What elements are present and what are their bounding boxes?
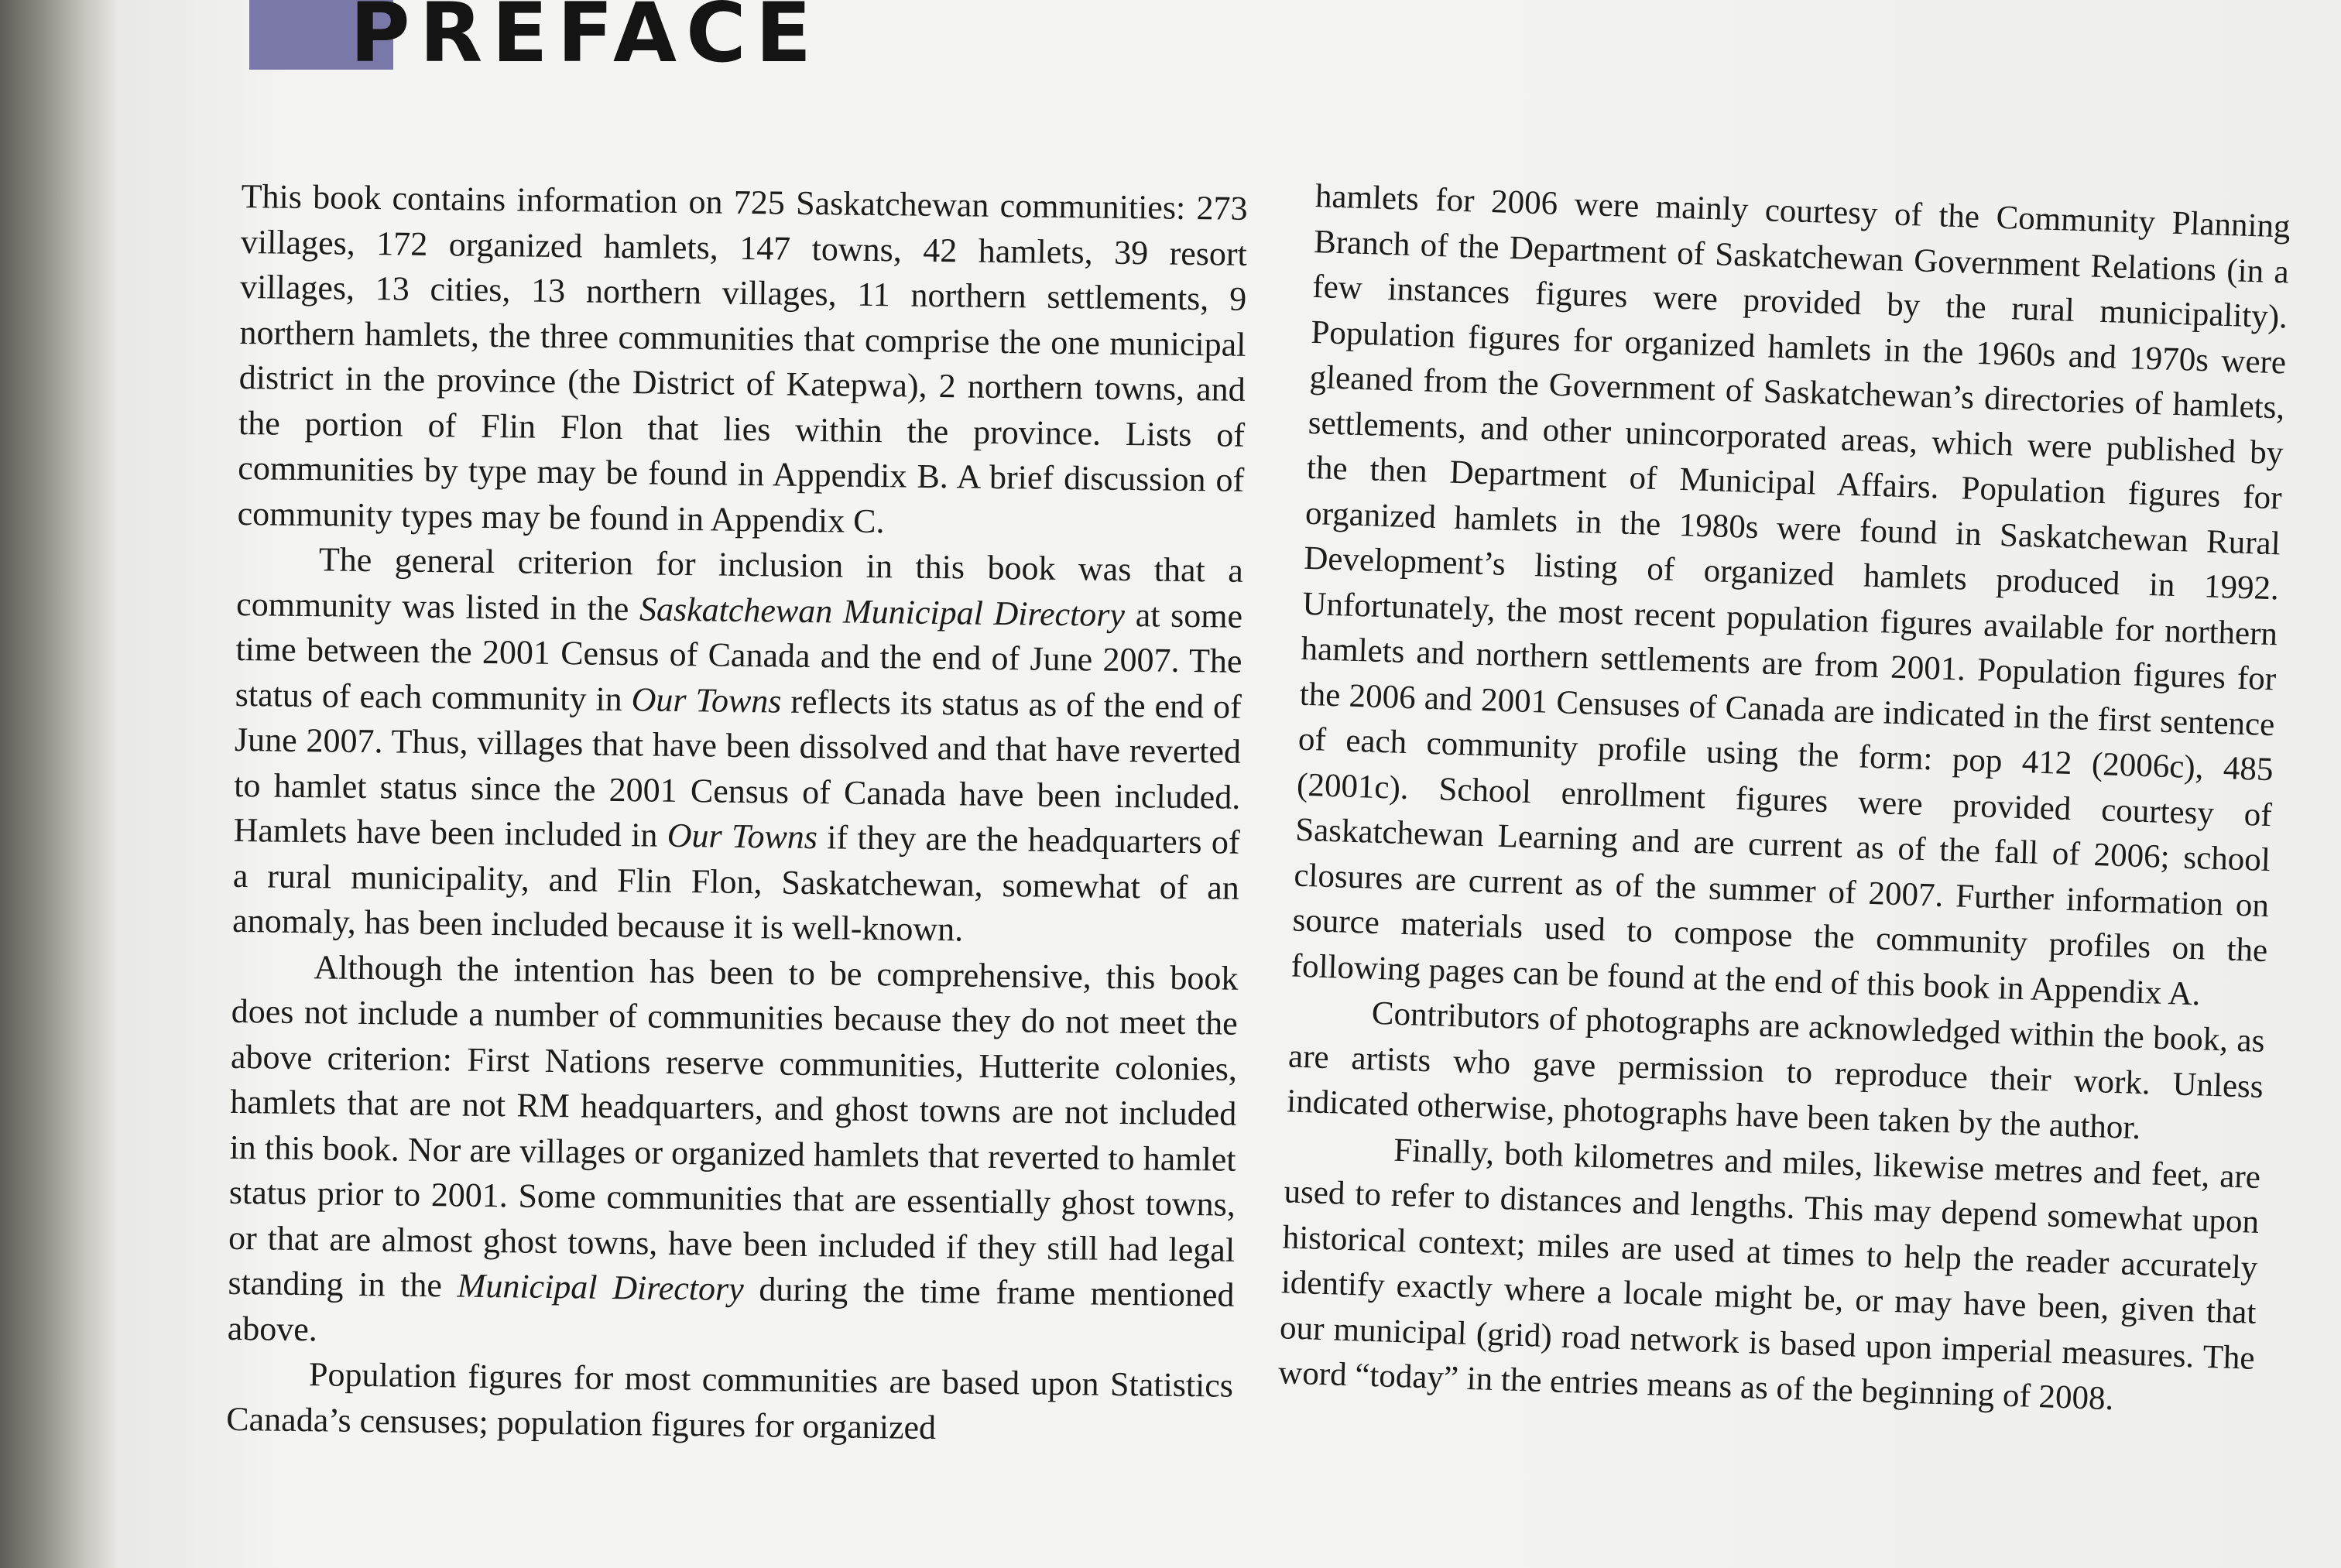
paragraph-community-count: This book contains information on 725 Saskatchewan communities: 273 villages, 172 organized hamlets, 147 towns, 42 hamlets, 39 resort villages, 13 cities, 13 northern villages, 11 northern settlements, 9 northern hamlets, the three communities that comprise the one municipal district in the province (the District of Katepwa), 2 northern towns, and the portion of Flin Flon that lies within the province. Lists of communities by type may be found in Appendix B. A brief discussion of community types may be found in Appendix C. [237, 176, 1248, 540]
paragraph-population-sources-cont: hamlets for 2006 were mainly courtesy of the Community Planning Branch of the Department of Saskatchewan Government Relations (in a few instances figures were provided by the rural municipality). Population figures for organized hamlets in the 1960s and 1970s were gleaned from the Government of Saskatchewan’s directories of hamlets, settlements, and other unincorporated areas, which were published by the then Department of Municipal Affairs. Population figures for organized hamlets in the 1980s were found in Saskatchewan Rural Development’s listing of organized hamlets produced in 1992. Unfortunately, the most recent population figures available for northern hamlets and northern settlements are from 2001. Population figures for the 2006 and 2001 Censuses of Canada are indicated in the first sentence of each community profile using the form: pop 412 (2006c), 485 (2001c). School enrollment figures were provided courtesy of Saskatchewan Learning and are current as of the fall of 2006; school closures are current as of the summer of 2007. Further information on source materials used to compose the community profiles on the following pages can be found at the end of this book in Appendix A. [1290, 177, 2291, 1012]
book-gutter [0, 0, 116, 1568]
paragraph-population-sources: Population figures for most communities are based upon Statistics Canada’s censuses; population figures for organized [226, 1355, 1234, 1446]
paragraph-photo-credits: Contributors of photographs are acknowledged within the book, as are artists who gave permission to reproduce their work. Unless indicated otherwise, photographs have been taken by the author. [1286, 995, 2266, 1147]
paragraph-units: Finally, both kilometres and miles, likewise metres and feet, are used to refer to distances and lengths. This may depend somewhat upon historical context; miles are used at times to help the reader accurately identify exactly where a locale might be, or may have been, given that our municipal (grid) road network is based upon imperial measures. The word “today” in the entries means as of the beginning of 2008. [1277, 1131, 2261, 1418]
paragraph-exclusions: Although the intention has been to be comprehensive, this book does not include a number of communities because they do not meet the above criterion: First Nations reserve communities, Hutterite colonies, hamlets that are not RM headquarters, and ghost towns are not included in this book. Nor are villages or organized hamlets that reverted to hamlet status prior to 2001. Some communities that are essentially ghost towns, or that are almost ghost towns, have been included if they still had legal standing in the Municipal Directory during the time frame mentioned above. [227, 947, 1239, 1348]
paragraph-inclusion-criterion: The general criterion for inclusion in this book was that a community was listed in the Saskatchewan Municipal Directory at some time between the 2001 Census of Canada and the end of June 2007. The status of each community in Our Towns reflects its status as of the end of June 2007. Thus, villages that have been dissolved and that have reverted to hamlet status since the 2001 Census of Canada have been included. Hamlets have been included in Our Towns if they are the headquarters of a rural municipality, and Flin Flon, Saskatchewan, somewhat of an anomaly, has been included because it is well-known. [231, 540, 1244, 949]
italic-book-title: Our Towns [631, 680, 782, 721]
italic-directory-title: Municipal Directory [457, 1266, 744, 1309]
italic-directory-title: Saskatchewan Municipal Directory [639, 589, 1126, 634]
left-column [226, 174, 1248, 1454]
right-column [1277, 174, 2291, 1426]
page-heading: PREFACE [350, 0, 821, 80]
italic-book-title: Our Towns [667, 816, 818, 857]
